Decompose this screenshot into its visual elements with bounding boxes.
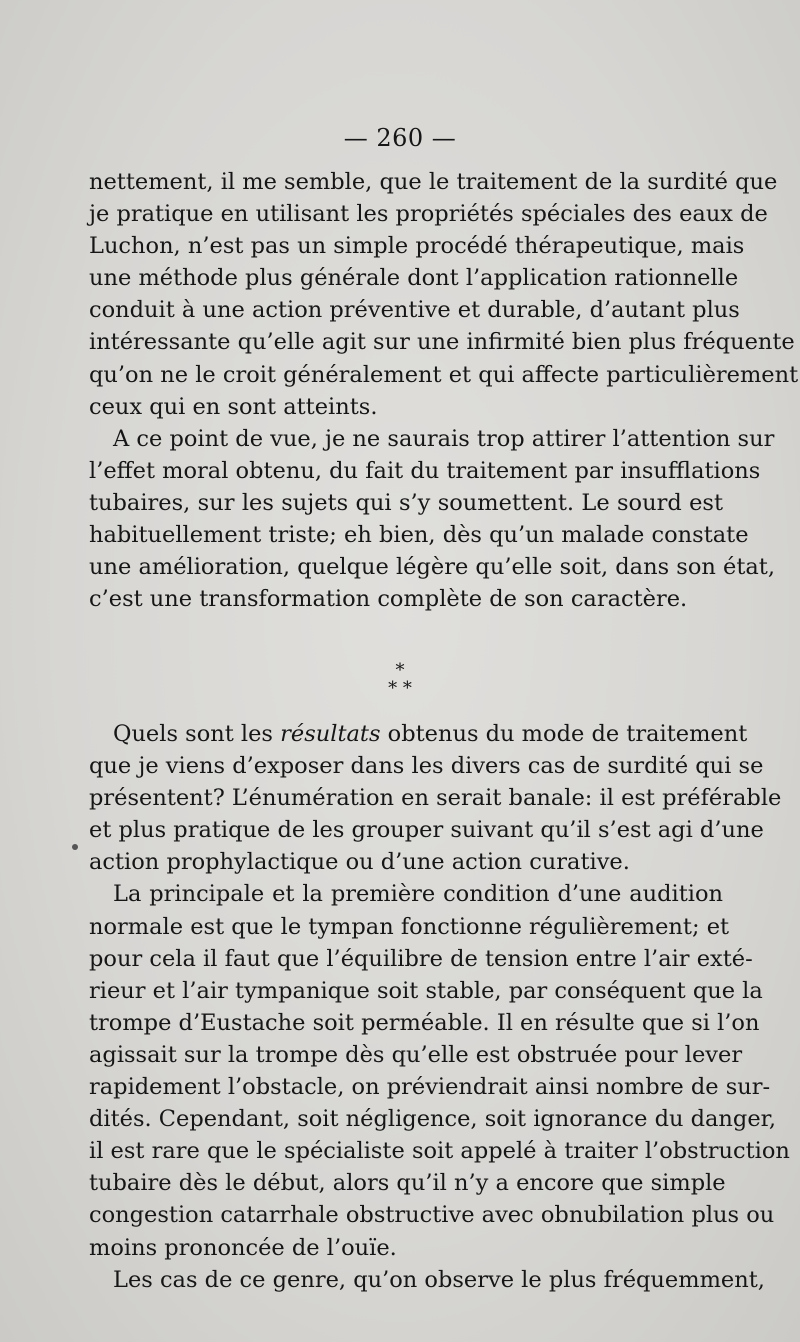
text-line: tubaire dès le début, alors qu’il n’y a encore que simple	[89, 1170, 726, 1197]
text-line: ceux qui en sont atteints.	[89, 393, 378, 420]
page-number: — 260 —	[343, 124, 457, 152]
text-line: qu’on ne le croit généralement et qui affecte particulièrement	[89, 361, 799, 388]
text-line: A ce point de vue, je ne saurais trop attirer l’attention sur	[113, 425, 775, 452]
text-line: présentent? L’énumération en serait banale: il est préférable	[89, 785, 782, 812]
text-line: habituellement triste; eh bien, dès qu’un malade constate	[89, 522, 749, 549]
text-line: moins prononcée de l’ouïe.	[89, 1234, 397, 1261]
text-line: intéressante qu’elle agit sur une infirmité bien plus fréquente	[89, 329, 795, 356]
text-run: obtenus du mode de traitement	[380, 721, 748, 747]
paragraph-1	[89, 166, 799, 423]
text-line: Luchon, n’est pas un simple procédé thérapeutique, mais	[89, 233, 745, 260]
text-line: congestion catarrhale obstructive avec obnubilation plus ou	[89, 1202, 775, 1229]
text-line: une méthode plus générale dont l’application rationnelle	[89, 265, 739, 292]
ink-speck	[72, 844, 78, 850]
text-line: tubaires, sur les sujets qui s’y soumettent. Le sourd est	[89, 489, 723, 516]
text-line-first	[89, 718, 748, 750]
text-block-1	[89, 166, 799, 615]
paragraph-5	[89, 1264, 765, 1296]
text-line: dités. Cependant, soit négligence, soit ignorance du danger,	[89, 1106, 777, 1133]
section-separator-top: *	[395, 660, 405, 681]
text-line: trompe d’Eustache soit perméable. Il en résulte que si l’on	[89, 1009, 760, 1036]
text-line: conduit à une action préventive et durable, d’autant plus	[89, 297, 740, 324]
text-line: Les cas de ce genre, qu’on observe le plus fréquemment,	[113, 1266, 765, 1293]
text-line: nettement, il me semble, que le traitement de la surdité que	[89, 169, 778, 195]
paragraph-4	[89, 878, 790, 1263]
text-line: normale est que le tympan fonctionne régulièrement; et	[89, 913, 730, 940]
text-line: que je viens d’exposer dans les divers cas de surdité qui se	[89, 753, 764, 780]
text-block-2	[89, 718, 790, 1296]
paragraph-2	[89, 423, 775, 616]
text-line: l’effet moral obtenu, du fait du traitement par insufflations	[89, 457, 761, 484]
text-line: agissait sur la trompe dès qu’elle est obstruée pour lever	[89, 1041, 743, 1068]
emphasis-word: résultats	[280, 721, 381, 747]
text-run: Quels sont les	[113, 721, 281, 747]
text-line: rapidement l’obstacle, on préviendrait ainsi nombre de sur-	[89, 1074, 771, 1101]
text-line: pour cela il faut que l’équilibre de tension entre l’air exté-	[89, 945, 753, 972]
text-line: il est rare que le spécialiste soit appelé à traiter l’obstruction	[89, 1138, 790, 1165]
section-separator-bottom: * *	[388, 678, 412, 699]
text-line: et plus pratique de les grouper suivant qu’il s’est agi d’une	[89, 817, 764, 844]
text-line: une amélioration, quelque légère qu’elle soit, dans son état,	[89, 554, 775, 581]
text-line: rieur et l’air tympanique soit stable, par conséquent que la	[89, 977, 763, 1004]
text-line: je pratique en utilisant les propriétés spéciales des eaux de	[89, 201, 768, 228]
text-line: c’est une transformation complète de son caractère.	[89, 586, 688, 613]
text-line: La principale et la première condition d’une audition	[113, 881, 723, 908]
paragraph-3	[89, 718, 782, 878]
text-line: action prophylactique ou d’une action curative.	[89, 849, 630, 876]
